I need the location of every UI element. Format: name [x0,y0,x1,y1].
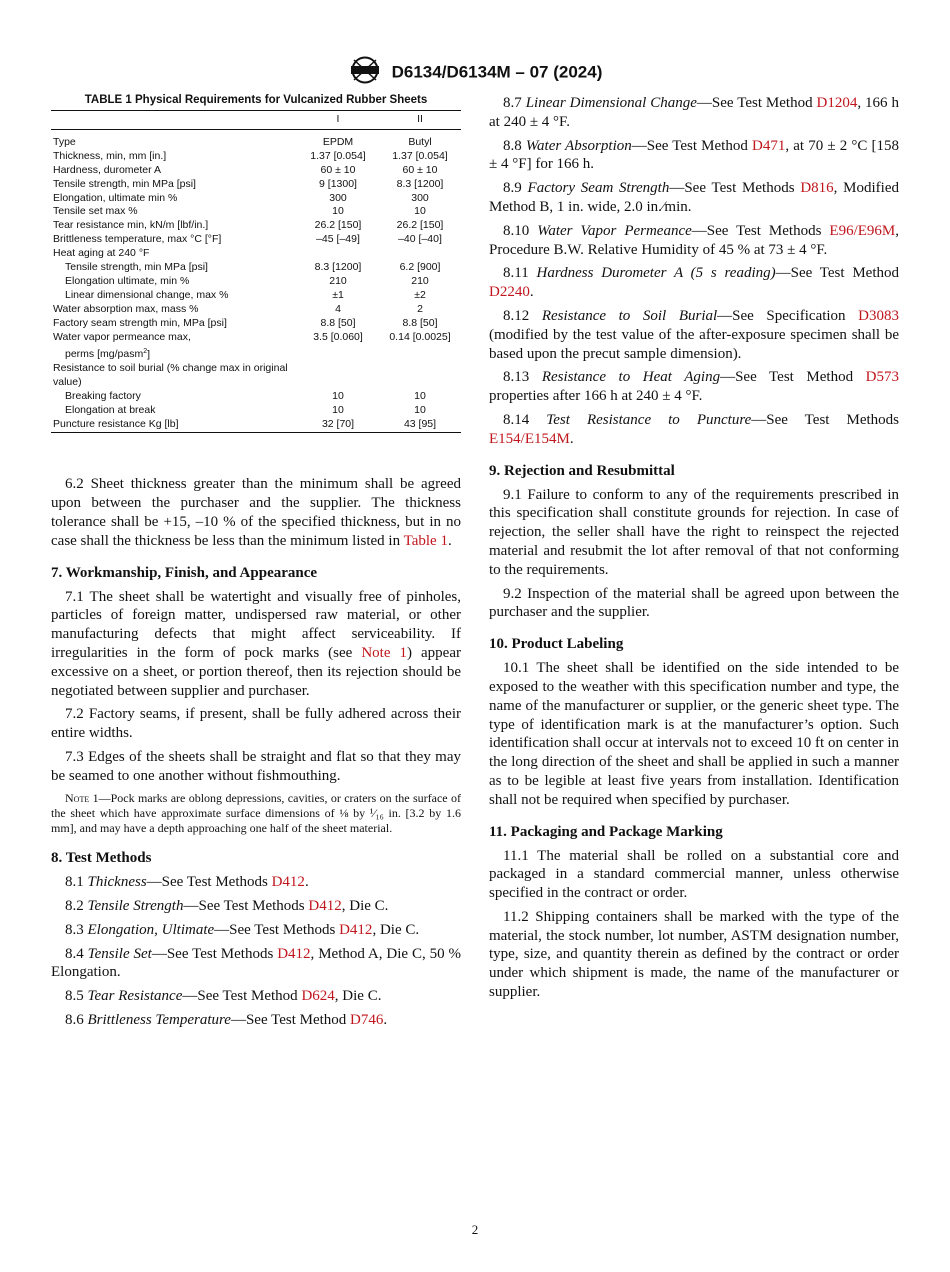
type-i-value: 10 [332,403,344,416]
page-number: 2 [471,1222,479,1237]
row-label: Breaking factory [65,389,141,402]
type-ii-value: 8.3 [1200] [396,177,444,190]
test-method-8-8: 8.8 Water Absorption—See Test Method D471, at 70 ± 2 °C [158 ± 4 °F] for 166 h. [489,137,900,173]
table-row [51,289,461,303]
row-label: Linear dimensional change, max % [65,288,229,301]
type-i-value: 10 [332,205,344,218]
standard-reference-link[interactable]: D816 [800,180,834,197]
standard-reference-link[interactable]: D412 [277,945,311,962]
test-method-8-7: 8.7 Linear Dimensional Change—See Test Method D1204, 166 h at 240 ± 4 °F. [489,95,899,130]
paragraph-7-1: 7.1 The sheet shall be watertight and visually free of pinholes, particles of foreign matter, undispersed raw material, or other manufacturing defects that might affect serviceability. If irregularities in the form of pock marks (see Note 1) appear excessive on a sheet, or portion thereof, then its rejection should be negotiated between supplier and purchaser. [51,588,461,699]
table-row [51,247,461,261]
type-ii-value: Butyl [408,135,432,148]
type-ii-value: 10 [414,389,426,402]
row-label: Water absorption max, mass % [53,302,199,315]
row-label: Factory seam strength min, MPa [psi] [53,316,227,329]
type-i-value: 8.3 [1200] [314,261,362,274]
standard-reference-link[interactable]: D573 [865,369,899,386]
type-i-value [297,362,379,390]
paragraph-9-1: 9.1 Failure to conform to any of the requirements prescribed in this specification shall constitute grounds for rejection. In case of rejection, the seller shall have the right to reinspect the rejected material and resubmit the lot after removal of that not conforming to the requirements. [489,486,899,578]
type-ii-value: 43 [95] [379,418,461,433]
table-row [51,331,461,362]
type-i-value [297,247,379,261]
type-i-value: ±1 [332,288,344,301]
section-9-title: 9. Rejection and Resubmittal [489,462,675,479]
type-i-value: 3.5 [0.060] [313,330,363,343]
test-method-8-10: 8.10 Water Vapor Permeance—See Test Methods E96/E96M, Procedure B.W. Relative Humidity of 45 % at 73 ± 4 °F. [489,222,899,258]
type-i-value: 4 [335,302,341,315]
type-ii-value: 210 [411,274,429,287]
type-i-value: 26.2 [150] [314,219,362,232]
table-row [51,303,461,317]
table-row [51,219,461,233]
column-header: II [379,111,461,130]
table-row [51,205,461,219]
row-label: Elongation, ultimate min % [53,191,178,204]
standard-reference-link[interactable]: D412 [308,898,342,914]
type-ii-value [379,362,461,390]
standard-reference-link[interactable]: D624 [301,988,335,1005]
paragraph-7-3: 7.3 Edges of the sheets shall be straight and flat so that they may be seamed to one another without fishmouthing. [51,749,461,784]
paragraph-11-1: 11.1 The material shall be rolled on a substantial core and packaged in a standard commercial manner, unless otherwise specified in the contract or order. [489,847,899,902]
test-method-8-12: 8.12 Resistance to Soil Burial—See Specification D3083 (modified by the test value of the after-exposure specimen shall be based upon the precut sample dimension). [489,307,900,362]
type-ii-value [379,247,461,261]
table-row [51,150,461,164]
type-i-value: 32 [70] [297,418,379,433]
type-i-value: 210 [329,274,347,287]
type-ii-value: 10 [414,205,426,218]
link-table-1[interactable]: Table 1 [403,532,448,549]
test-method-8-9: 8.9 Factory Seam Strength—See Test Methods D816, Modified Method B, 1 in. wide, 2.0 in.⁄min. [489,180,900,215]
row-label: Tensile set max % [53,205,138,218]
column-header [51,111,297,130]
page-header [0,56,950,89]
type-i-value: 60 ± 10 [320,163,356,176]
test-method-8-1: 8.1 Thickness—See Test Methods D412. [65,874,309,891]
row-label: Tear resistance min, kN/m [lbf/in.] [53,219,209,232]
standard-reference-link[interactable]: D3083 [858,307,900,324]
type-i-value: 1.37 [0.054] [310,149,366,162]
paragraph-10-1: 10.1 The sheet shall be identified on the side intended to be exposed to the weather with this specification number and type, the name of the manufacturer or supplier, or the generic sheet type. The type of identification mark is at the manufacturer’s option. Such identification shall occur at intervals not to exceed 10 ft on center in the long direction of the sheet and shall be applied in such a manner as to be legible at least five years from installation. Identification shall not be required when specified by purchaser. [489,660,899,808]
row-label: Thickness, min, mm [in.] [53,149,167,162]
type-ii-value: 10 [414,403,426,416]
table-row [51,362,461,390]
table-row [51,261,461,275]
astm-logo-icon [348,56,382,89]
section-8-title: 8. Test Methods [51,850,152,867]
standard-reference-link[interactable]: D412 [339,921,373,938]
test-method-8-2: 8.2 Tensile Strength—See Test Methods D412, Die C. [65,898,389,914]
table-header-row [51,111,461,130]
paragraph-11-2: 11.2 Shipping containers shall be marked with the type of the material, the stock number, lot number, ASTM designation number, type, size, and quantity therein as defined by the contract or order under which shipment is made, the name of the manufacturer or supplier. [489,908,899,1001]
standard-reference-link[interactable]: E154/E154M [489,430,570,447]
table-title: TABLE 1 Physical Requirements for Vulcanized Rubber Sheets [84,94,428,106]
table-row [51,129,461,149]
standard-reference-link[interactable]: D471 [752,137,786,154]
type-i-value: 300 [329,191,347,204]
type-ii-value: 6.2 [900] [399,261,441,274]
table-row [51,404,461,418]
test-method-8-6: 8.6 Brittleness Temperature—See Test Method D746. [65,1011,388,1028]
table-row [51,390,461,404]
table-row [51,275,461,289]
table-row [51,233,461,247]
link-note-1[interactable]: Note 1 [361,645,408,662]
type-i-value: 8.8 [50] [320,316,356,329]
standard-reference-link[interactable]: D412 [271,874,305,891]
type-ii-value: 60 ± 10 [402,163,438,176]
row-label: Puncture resistance Kg [lb] [51,418,297,433]
paragraph-9-2: 9.2 Inspection of the material shall be agreed upon between the purchaser and the supplier. [489,585,899,621]
test-method-8-11: 8.11 Hardness Durometer A (5 s reading)—See Test Method D2240. [489,265,899,301]
table-row [51,192,461,206]
test-method-8-14: 8.14 Test Resistance to Puncture—See Test Methods E154/E154M. [489,411,899,447]
table-row [51,418,461,433]
type-ii-value: 300 [411,191,429,204]
table-row [51,317,461,331]
row-label: Hardness, durometer A [53,163,161,176]
row-label: Elongation ultimate, min % [65,274,190,287]
column-header: I [297,111,379,130]
document-designation: D6134/D6134M – 07 (2024) [391,62,603,82]
type-ii-value: 0.14 [0.0025] [389,330,451,343]
requirements-table [51,110,461,433]
row-label: Elongation at break [65,403,156,416]
row-label: Tensile strength, min MPa [psi] [65,261,208,274]
type-ii-value: –40 [–40] [398,233,442,246]
section-7-title: 7. Workmanship, Finish, and Appearance [51,564,318,581]
standard-reference-link[interactable]: D746 [350,1011,384,1028]
row-label: Tensile strength, min MPa [psi] [53,177,196,190]
type-ii-value: 1.37 [0.054] [392,149,448,162]
standard-reference-link[interactable]: D1204 [816,95,858,111]
row-label: Heat aging at 240 °F [53,247,150,260]
test-method-8-13: 8.13 Resistance to Heat Aging—See Test Method D573 properties after 166 h at 240 ± 4 °F. [489,369,899,405]
row-label: Brittleness temperature, max °C [°F] [53,233,222,246]
test-method-8-5: 8.5 Tear Resistance—See Test Method D624, Die C. [65,988,382,1005]
section-11-title: 11. Packaging and Package Marking [489,823,723,840]
paragraph-7-2: 7.2 Factory seams, if present, shall be fully adhered across their entire widths. [51,706,461,742]
right-column [489,94,899,1007]
note-1: Note 1—Pock marks are oblong depressions, cavities, or craters on the surface of the sheet which have approximate surface dimensions of ⅛ by ¹⁄₁₆ in. [3.2 by 1.6 mm], and may have a depth approaching one half of the sheet material. [51,790,462,835]
standard-reference-link[interactable]: D2240 [489,284,530,301]
standard-reference-link[interactable]: E96/E96M [829,222,896,239]
left-column [51,94,461,1035]
type-ii-value: 8.8 [50] [402,316,438,329]
type-ii-value: 2 [417,302,423,315]
test-method-8-4: 8.4 Tensile Set—See Test Methods D412, Method A, Die C, 50 % Elongation. [51,945,462,981]
section-10-title: 10. Product Labeling [489,636,624,653]
row-label: Type [53,135,76,148]
row-label: Resistance to soil burial (% change max in original value) [53,361,288,388]
type-i-value: –45 [–49] [316,233,360,246]
row-label: Water vapor permeance max, perms [mg/pasm$^2$] [53,330,191,360]
type-i-value: EPDM [322,135,354,148]
table-row [51,164,461,178]
type-i-value: 9 [1300] [319,177,357,190]
paragraph-6-2: 6.2 Sheet thickness greater than the minimum shall be agreed upon between the purchaser and the supplier. The thickness tolerance shall be +15, –10 % of the specified thickness, but in no case shall the thickness be less than the minimum listed in Table 1. [51,476,461,549]
type-ii-value: 26.2 [150] [396,219,444,232]
test-method-8-3: 8.3 Elongation, Ultimate—See Test Methods D412, Die C. [65,921,420,938]
type-i-value: 10 [332,389,344,402]
table-row [51,178,461,192]
type-ii-value: ±2 [414,288,426,301]
